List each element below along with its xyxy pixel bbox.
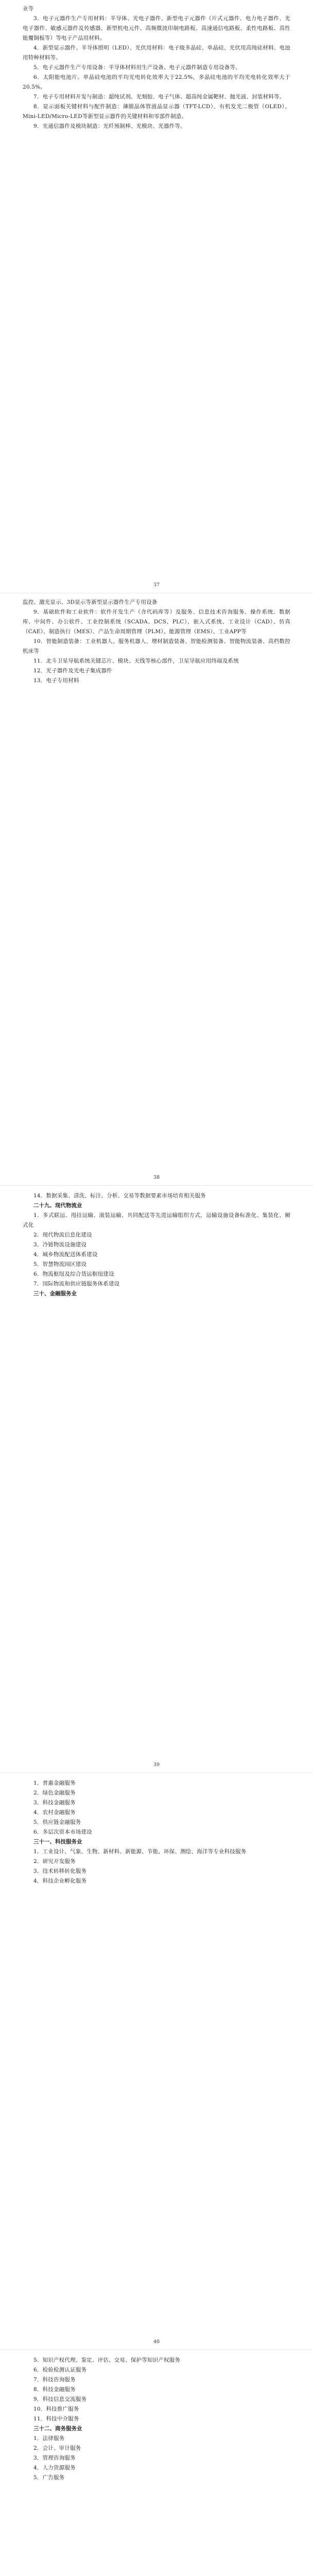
paragraph: 11．科技中介服务 xyxy=(33,2416,79,2422)
paragraph: 10．科技推广服务 xyxy=(33,2406,79,2412)
page-separator xyxy=(0,1772,313,1773)
paragraph: 3．电子元器件生产专用材料：半导体、光电子器件、新型电子元器件（片式元器件、电力电子器件、光电子器件、敏感元器件及传感器、新型机电元件、高频微波印制电路板、高速通信电路板、柔性电路板、高性能覆铜板等）等电子产品用材料。 xyxy=(23,15,290,41)
paragraph: 3．技术转移转化服务 xyxy=(33,1868,87,1874)
paragraph: 14．数据采集、清洗、标注、分析、交易等数据要素市场培育相关服务 xyxy=(33,1193,206,1199)
paragraph: 5．知识产权代理、鉴定、评估、交易、保护等知识产权服务 xyxy=(33,2357,181,2363)
paragraph: 3．科技金融服务 xyxy=(33,1800,76,1806)
paragraph: 8．显示面板关键材料与配件制造：薄膜晶体管液晶显示器（TFT-LCD）、有机发光二极管（OLED）、Mini-LED/Micro-LED等新型显示器件的关键材料和零部件制造。 xyxy=(23,104,290,120)
page-separator xyxy=(0,1185,313,1186)
page-1-body xyxy=(0,4,313,131)
page-number: 37 xyxy=(153,582,160,588)
paragraph: 6．太阳能电池片。单晶硅电池的平均光电转化效率大于22.5%，多晶硅电池的平均光电转化效率大于20.5%。 xyxy=(23,74,290,90)
page-4-body xyxy=(0,1778,313,1886)
paragraph: 5．供应链金融服务 xyxy=(33,1819,81,1825)
paragraph: 2．现代物流信息化建设 xyxy=(33,1232,92,1238)
paragraph: 11．北斗卫星导航系统关键芯片、模块、天线等核心部件，卫星导航应用终端及系统 xyxy=(33,658,239,664)
paragraph: 9．科技信息交流服务 xyxy=(33,2396,87,2402)
section-heading: 三十、金融服务业 xyxy=(33,1291,77,1297)
paragraph: 5．电子元器件生产专用设备：半导体材料用生产设备、电子元器件制造专用设备等。 xyxy=(33,64,241,71)
paragraph: 12．光子器件及光电子集成器件 xyxy=(33,668,112,674)
paragraph: 9．基础软件和工业软件：软件开发生产（含代码库等）及服务、信息技术咨询服务、操作系统、数据库、中间件、办公软件、工业控制系统（SCADA、DCS、PLC）、嵌入式系统、工业设计（CAD）、仿真（CAE）、制造执行（MES）、产品生命周期管理（PLM）、能源管理（EMS）、工业APP等 xyxy=(23,609,290,635)
paragraph: 2．研究开发服务 xyxy=(33,1858,76,1865)
page-number: 38 xyxy=(153,1175,160,1180)
section-heading: 二十九、现代物流业 xyxy=(33,1202,82,1209)
paragraph: 1．多式联运、甩挂运输、滚装运输、共同配送等先进运输组织方式，运输设施设备标准化、集装化、厢式化 xyxy=(23,1212,290,1228)
paragraph: 6．检验检测认证服务 xyxy=(33,2367,87,2373)
page-3-body xyxy=(0,1191,313,1299)
paragraph: 5．智慧物流园区建设 xyxy=(33,1261,87,1267)
paragraph: 1．工业设计、气象、生物、新材料、新能源、节能、环保、测绘、海洋等专业科技服务 xyxy=(33,1849,247,1855)
paragraph: 4．科技企业孵化服务 xyxy=(33,1878,87,1884)
page-number: 39 xyxy=(153,1762,160,1768)
page-5-body xyxy=(0,2355,313,2483)
paragraph: 13．电子专用材料 xyxy=(33,677,79,684)
paragraph: 业等 xyxy=(23,6,34,12)
paragraph: 1．普惠金融服务 xyxy=(33,1780,76,1786)
paragraph: 1．法律服务 xyxy=(33,2435,65,2442)
paragraph: 9．光通信器件及模块制造：光纤预制棒、光模块、光器件等。 xyxy=(33,123,186,129)
paragraph: 10．智能制造装备：工业机器人、服务机器人、增材制造装备、智能检测装备、智能物流装备、高档数控机床等 xyxy=(23,638,290,654)
page-2-body xyxy=(0,598,313,686)
paragraph: 4．人力资源服务 xyxy=(33,2465,76,2471)
page-separator xyxy=(0,2349,313,2350)
paragraph: 6．物流枢纽及综合货运枢纽建设 xyxy=(33,1271,114,1277)
page-number: 40 xyxy=(153,2339,160,2345)
paragraph: 4．新型显示器件、半导体照明（LED）、光伏用材料：电子级多晶硅、单晶硅、光伏用高纯硅材料、电池用特种材料等。 xyxy=(23,45,290,61)
paragraph: 2．绿色金融服务 xyxy=(33,1790,76,1796)
page-separator xyxy=(0,592,313,594)
section-heading: 三十二、商务服务业 xyxy=(33,2426,82,2432)
paragraph: 3．冷链物流设施建设 xyxy=(33,1242,87,1248)
paragraph: 7．电子专用材料开发与制造：超纯试剂、光刻胶、电子气体、超高纯金属靶材、抛光液、封装材料等。 xyxy=(33,94,285,100)
paragraph: 2．会计、审计服务 xyxy=(33,2445,81,2451)
paragraph: 6．多层次资本市场建设 xyxy=(33,1829,92,1835)
paragraph: 5．广告服务 xyxy=(33,2475,65,2481)
paragraph: 7．国际物流和供应链服务体系建设 xyxy=(33,1281,120,1287)
paragraph: 7．科技咨询服务 xyxy=(33,2377,76,2383)
section-heading: 三十一、科技服务业 xyxy=(33,1839,82,1845)
paragraph: 3．管理咨询服务 xyxy=(33,2455,76,2461)
paragraph: 4．农村金融服务 xyxy=(33,1809,76,1816)
paragraph: 监控、激光显示、3D显示等新型显示器件生产专用设备 xyxy=(23,599,158,605)
paragraph: 8．科技金融服务 xyxy=(33,2386,76,2393)
paragraph: 4．城乡物流配送体系建设 xyxy=(33,1251,98,1258)
